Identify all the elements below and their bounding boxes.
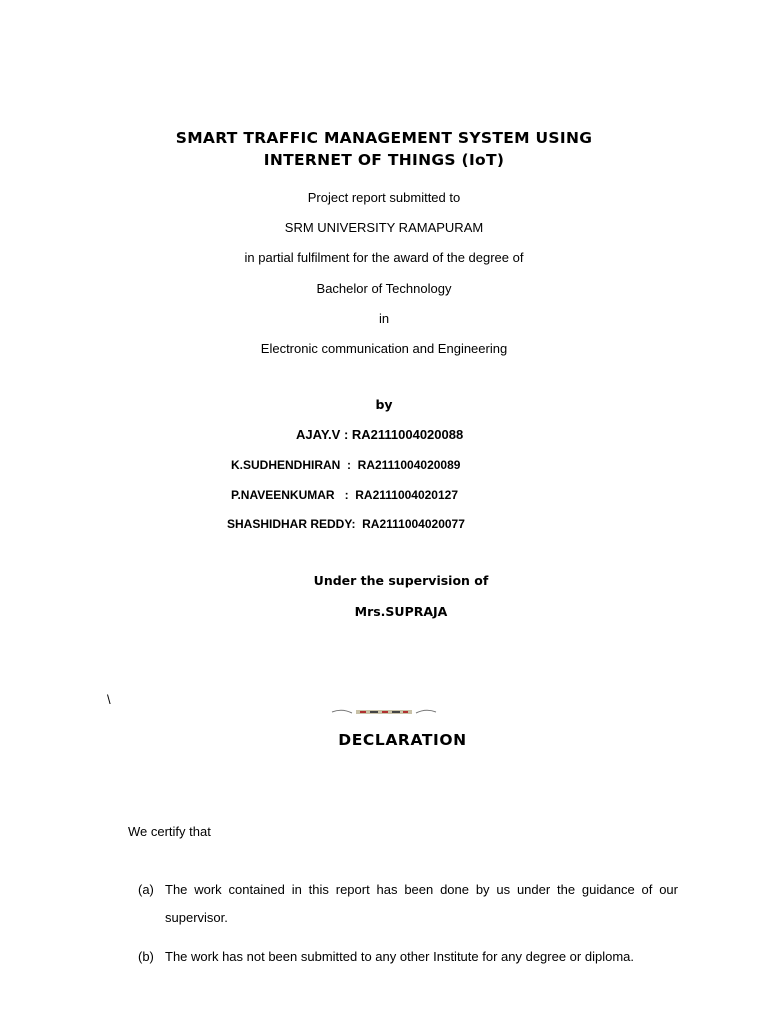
by-label: by bbox=[375, 397, 393, 412]
supervisor-name: Mrs.SUPRAJA bbox=[354, 604, 448, 619]
author-naveenkumar: P.NAVEENKUMAR : RA2111004020127 bbox=[231, 488, 459, 502]
item-marker: (b) bbox=[138, 949, 154, 964]
item-text: The work has not been submitted to any other Institute for any degree or diploma. bbox=[165, 949, 634, 964]
submitted-to-text: Project report submitted to bbox=[307, 190, 461, 205]
university-name: SRM UNIVERSITY RAMAPURAM bbox=[284, 220, 484, 235]
branch-name: Electronic communication and Engineering bbox=[260, 341, 508, 356]
declaration-item-b bbox=[138, 943, 678, 971]
item-marker: (a) bbox=[138, 882, 154, 897]
supervision-label: Under the supervision of bbox=[313, 573, 489, 588]
partial-fulfilment-text: in partial fulfilment for the award of the degree of bbox=[244, 250, 524, 265]
author-ajay: AJAY.V : RA2111004020088 bbox=[296, 427, 464, 442]
emblem-strip-image bbox=[330, 706, 438, 718]
author-sudhendhiran: K.SUDHENDHIRAN : RA2111004020089 bbox=[231, 458, 461, 472]
item-text: The work contained in this report has been done by us under the guidance of our supervisor. bbox=[165, 882, 678, 925]
degree-name: Bachelor of Technology bbox=[316, 281, 452, 296]
declaration-item-a bbox=[138, 876, 678, 932]
stray-mark: \ bbox=[107, 692, 111, 707]
author-shashidhar-reddy: SHASHIDHAR REDDY: RA2111004020077 bbox=[227, 517, 465, 531]
declaration-intro: We certify that bbox=[128, 824, 211, 839]
report-title-line-2: INTERNET OF THINGS (IoT) bbox=[263, 151, 505, 169]
report-title-line-1: SMART TRAFFIC MANAGEMENT SYSTEM USING bbox=[175, 129, 593, 147]
in-text: in bbox=[378, 311, 390, 326]
declaration-heading: DECLARATION bbox=[338, 731, 467, 749]
